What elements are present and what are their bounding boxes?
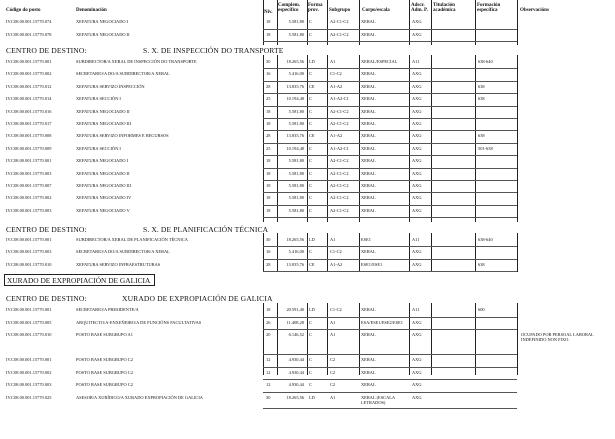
table-row [0, 30, 615, 40]
cell-corp: XERAL [361, 357, 376, 363]
cell-forma: C [309, 319, 312, 325]
cell-form: 638-640 [478, 59, 493, 64]
cell-subg: A2-C1-C2 [330, 19, 349, 24]
cell-forma: C [309, 249, 312, 255]
cell-den: XEFATURA NEGOCIADO V [76, 207, 130, 213]
cell-subg: A2-C1-C2 [330, 207, 349, 213]
cell-subg: C1-C2 [330, 249, 342, 255]
cell-den: XEFATURA NEGOCIADO I [76, 158, 129, 164]
table-row [0, 17, 615, 27]
cell-code: IV.C08.00.001.15770.078 [6, 31, 52, 37]
cell-code: IV.C08.00.001.15770.001 [6, 357, 52, 363]
cell-den: POSTO BASE SUBGRUPO C2 [76, 382, 133, 388]
cell-niv: 18 [266, 108, 271, 114]
cell-den: POSTO BASE SUBGRUPO C2 [76, 357, 133, 363]
cell-corp: XERAL [361, 133, 376, 139]
cell-corp: XERAL [361, 71, 376, 77]
cell-code: IV.C08.00.001.15770.005 [6, 319, 52, 325]
cell-comp: 18.265,56 [286, 237, 304, 242]
table-row [0, 380, 615, 390]
cell-code: IV.C08.00.001.15770.003 [6, 170, 52, 176]
cell-corp: ESE1 [361, 237, 372, 242]
cell-den: XEFATURA NEGOCIADO II [76, 31, 130, 37]
cell-niv: 25 [266, 145, 271, 151]
cell-adscr: AXG [412, 121, 422, 126]
section-label: CENTRO DE DESTINO: [6, 294, 87, 303]
cell-den: XEFATURA NEGOCIADO III [76, 121, 132, 126]
cell-comp: 5.581,80 [288, 183, 304, 188]
cell-comp: 10.194,48 [286, 96, 304, 102]
cell-den: SECRETARIO/A DO/A SUBDIRECTOR/A XERAL [76, 71, 170, 77]
cell-code: IV.C08.00.001.15770.010 [6, 332, 52, 338]
boxed-section-title: XURADO DE EXPROPIACIÓN DE GALICIA [4, 274, 155, 286]
cell-adscr: AXG [412, 249, 422, 255]
section-name: S. X. DE PLANIFICACIÓN TÉCNICA [143, 225, 269, 234]
cell-subg: A2-C1-C2 [330, 31, 349, 37]
table-row [0, 393, 615, 403]
table-row [0, 318, 615, 328]
row-divider [263, 408, 517, 409]
cell-niv: 18 [266, 158, 271, 164]
cell-code: IV.C08.00.001.15770.003 [6, 249, 52, 255]
cell-den: XEFATURA SERVIZO INFORMES E RECURSOS [76, 133, 169, 139]
table-row [0, 94, 615, 104]
cell-comp: 5.581,80 [288, 19, 304, 24]
cell-subg: A1 [330, 395, 336, 400]
cell-forma: C [309, 332, 312, 338]
cell-adscr: AXG [412, 357, 422, 363]
cell-forma: C [309, 71, 312, 77]
cell-den: ASESOR/A XURÍDICO/A XURADO EXPROPIACIÓN DE GALICIA [76, 395, 203, 400]
section-label: CENTRO DE DESTINO: [6, 225, 87, 234]
cell-forma: C [309, 31, 312, 37]
cell-forma: C [309, 121, 312, 126]
row-divider [263, 271, 517, 272]
table-row [0, 368, 615, 378]
cell-adscr: AXG [412, 71, 422, 77]
cell-corp: XERAL [361, 31, 376, 37]
cell-adscr: A11 [412, 59, 420, 64]
cell-comp: 10.194,48 [286, 145, 304, 151]
cell-code: IV.C08.00.001.15770.008 [6, 133, 52, 139]
cell-adscr: AXG [412, 332, 422, 338]
cell-subg: C1-C2 [330, 307, 342, 312]
cell-niv: 18 [266, 31, 271, 37]
cell-comp: 5.581,80 [288, 195, 304, 201]
cell-subg: A2-C1-C2 [330, 170, 349, 176]
header-adscripcion: Adscr. Adm. P. [411, 3, 428, 14]
cell-corp: XERAL [361, 83, 376, 89]
cell-comp: 5.581,80 [288, 207, 304, 213]
cell-niv: 18 [266, 170, 271, 176]
cell-den: ARQUITECTO/A-ENXEÑEIRO/A DE FUNCIÓNS FACULTATIVAS [76, 319, 202, 325]
table-row [0, 193, 615, 203]
header-forma-provision: Forma prov. [308, 3, 323, 14]
cell-corp: XERAL [361, 108, 376, 114]
cell-adscr: A11 [412, 237, 420, 242]
cell-adscr: AXG [412, 31, 422, 37]
cell-den: XEFATURA SERVIZO INSPECCIÓN [76, 83, 145, 89]
table-row [0, 206, 615, 216]
cell-comp: 4.930,44 [288, 382, 304, 388]
cell-forma: C [309, 183, 312, 188]
cell-code: IV.C08.00.001.15770.012 [6, 83, 52, 89]
cell-adscr: AXG [412, 108, 422, 114]
cell-den: SUBDIRECTOR/A XERAL DE INSPECCIÓN DO TRANSPORTE [76, 59, 197, 64]
cell-comp: 5.581,80 [288, 158, 304, 164]
cell-form: 501-638 [478, 145, 493, 151]
section-name: XURADO DE EXPROPIACIÓN DE GALICIA [122, 294, 273, 303]
table-row [0, 247, 615, 257]
cell-code: IV.C08.00.001.15770.025 [6, 395, 52, 400]
header-observacions: Observacións [520, 8, 549, 13]
cell-code: IV.C08.00.001.15770.002 [6, 369, 52, 375]
cell-den: SECRETARIO/A DO/A SUBDIRECTOR/A XERAL [76, 249, 170, 255]
cell-code: IV.C08.00.001.15770.003 [6, 207, 52, 213]
table-row [0, 260, 615, 270]
cell-code: IV.C08.00.001.15770.002 [6, 71, 52, 77]
header-code: Código do posto [6, 8, 41, 13]
cell-form: 638 [478, 261, 485, 267]
cell-code: IV.C08.00.001.15770.001 [6, 59, 52, 64]
cell-niv: 20 [266, 332, 271, 338]
table-row [0, 82, 615, 92]
cell-forma: C [309, 108, 312, 114]
cell-forma: C [309, 195, 312, 201]
cell-forma: C [309, 19, 312, 24]
table-row [0, 305, 615, 315]
cell-corp: XERAL [361, 249, 376, 255]
cell-forma: LD [309, 59, 315, 64]
row-divider [263, 41, 517, 42]
header-complemento: Complem. específico [278, 3, 301, 14]
cell-adscr: AXG [412, 133, 422, 139]
cell-comp: 13.835,76 [286, 133, 304, 139]
cell-den: XEFATURA SECCIÓN I [76, 96, 121, 102]
table-row [0, 330, 615, 343]
header-denominacion: Denominación [76, 8, 107, 13]
cell-adscr: AXG [412, 145, 422, 151]
cell-form: 600 [478, 307, 485, 312]
cell-corp: ESA/ESE1/ESE2/ESE1 [361, 319, 403, 325]
cell-corp: XERAL [361, 207, 376, 213]
cell-corp: XERAL [361, 183, 376, 188]
cell-code: IV.C08.00.001.15770.017 [6, 121, 52, 126]
cell-subg: A1-A2 [330, 83, 343, 89]
cell-subg: A2-C1-C2 [330, 158, 349, 164]
cell-forma: C [309, 170, 312, 176]
cell-adscr: AXG [412, 261, 422, 267]
cell-subg: A1 [330, 332, 336, 338]
cell-den: XEFATURA NEGOCIADO II [76, 108, 130, 114]
cell-adscr: AXG [412, 195, 422, 201]
cell-comp: 20.591,40 [286, 307, 304, 312]
cell-comp: 18.265,56 [286, 395, 304, 400]
cell-forma: C [309, 207, 312, 213]
cell-niv: 18 [266, 195, 271, 201]
cell-forma: LD [309, 307, 315, 312]
cell-comp: 13.835,76 [286, 83, 304, 89]
cell-code: IV.C08.00.001.15770.016 [6, 108, 52, 114]
cell-adscr: AXG [412, 96, 422, 102]
cell-adscr: AXG [412, 395, 422, 400]
cell-forma: C [309, 369, 312, 375]
table-row [0, 107, 615, 117]
cell-adscr: AXG [412, 319, 422, 325]
cell-comp: 5.581,80 [288, 121, 304, 126]
cell-niv: 26 [266, 319, 271, 325]
cell-code: IV.C08.00.001.15770.014 [6, 96, 52, 102]
cell-adscr: A11 [412, 307, 420, 312]
cell-code: IV.C08.00.001.15770.074 [6, 19, 52, 24]
cell-den: POSTO BASE SUBGRUPO A1 [76, 332, 133, 338]
cell-form: 638 [478, 133, 485, 139]
cell-subg: C2 [330, 382, 336, 388]
section-name: S. X. DE INSPECCIÓN DO TRANSPORTE [143, 46, 284, 55]
cell-corp: ESE1/ESE1 [361, 261, 383, 267]
table-row [0, 169, 615, 179]
header-subgrupo: Subgrupo [329, 8, 351, 13]
cell-niv: 25 [266, 96, 271, 102]
header-corpo-escala: Corpo/escala [362, 8, 390, 13]
cell-code: IV.C08.00.001.15770.010 [6, 261, 52, 267]
header-formacion: Formación específica [477, 3, 501, 14]
cell-adscr: AXG [412, 207, 422, 213]
cell-comp: 4.930,44 [288, 369, 304, 375]
cell-subg: A1-A2 [330, 261, 343, 267]
table-row [0, 131, 615, 141]
cell-corp: XERAL [361, 145, 376, 151]
cell-forma: C [309, 145, 312, 151]
cell-code: IV.C08.00.001.15770.001 [6, 237, 52, 242]
cell-den: POSTO BASE SUBGRUPO C2 [76, 369, 133, 375]
cell-niv: 18 [266, 307, 271, 312]
cell-forma: LD [309, 237, 315, 242]
cell-den: XEFATURA SERVIZO INFRAESTRUTURAS [76, 261, 161, 267]
cell-niv: 12 [266, 357, 271, 363]
cell-forma: CE [309, 83, 315, 89]
header-nivel: Niv. [264, 10, 273, 15]
cell-obs: OCUPADO POR PERSOAL LABORAL INDEFINIDO NON FIXO. [521, 332, 594, 343]
cell-subg: C1-C2 [330, 71, 342, 77]
cell-niv: 28 [266, 133, 271, 139]
cell-code: IV.C08.00.001.15770.001 [6, 307, 52, 312]
table-row [0, 355, 615, 365]
cell-corp: XERAL/ESPECIAL [361, 59, 398, 64]
cell-corp: XERAL [361, 332, 376, 338]
cell-comp: 4.930,44 [288, 357, 304, 363]
cell-code: IV.C08.00.001.15770.003 [6, 382, 52, 388]
cell-forma: C [309, 382, 312, 388]
cell-adscr: AXG [412, 183, 422, 188]
cell-corp: XERAL [361, 307, 376, 312]
cell-niv: 16 [266, 71, 271, 77]
cell-comp: 13.835,76 [286, 261, 304, 267]
cell-comp: 11.408,28 [286, 319, 304, 325]
cell-forma: CE [309, 133, 315, 139]
cell-corp: XERAL [361, 121, 376, 126]
cell-comp: 5.581,80 [288, 108, 304, 114]
cell-adscr: AXG [412, 19, 422, 24]
cell-comp: 5.581,80 [288, 31, 304, 37]
cell-niv: 12 [266, 369, 271, 375]
cell-subg: A1-A2-C1 [330, 96, 349, 102]
cell-den: XEFATURA NEGOCIADO III [76, 183, 132, 188]
cell-subg: A1 [330, 237, 336, 242]
cell-comp: 5.416,00 [288, 71, 304, 77]
cell-code: IV.C08.00.001.15770.001 [6, 158, 52, 164]
cell-code: IV.C08.00.001.15770.007 [6, 183, 52, 188]
cell-corp: XERAL [361, 382, 376, 388]
cell-forma: C [309, 158, 312, 164]
cell-corp: XERAL [361, 19, 376, 24]
cell-forma: LD [309, 395, 315, 400]
cell-comp: 5.416,00 [288, 249, 304, 255]
cell-subg: A1 [330, 59, 336, 64]
cell-niv: 30 [266, 59, 271, 64]
table-row [0, 181, 615, 191]
cell-den: XEFATURA SECCIÓN I [76, 145, 121, 151]
cell-den: XEFATURA NEGOCIADO IV [76, 195, 132, 201]
table-row [0, 119, 615, 129]
cell-niv: 28 [266, 261, 271, 267]
cell-niv: 18 [266, 207, 271, 213]
cell-den: XEFATURA NEGOCIADO I [76, 19, 129, 24]
cell-niv: 30 [266, 237, 271, 242]
cell-corp: XERAL (ESCALA LETRADOS) [361, 395, 395, 405]
cell-niv: 16 [266, 249, 271, 255]
cell-subg: A2-C1-C2 [330, 183, 349, 188]
cell-forma: C [309, 96, 312, 102]
cell-subg: A2-C1-C2 [330, 108, 349, 114]
cell-code: IV.C08.00.001.15770.002 [6, 195, 52, 201]
cell-corp: XERAL [361, 369, 376, 375]
cell-niv: 18 [266, 183, 271, 188]
cell-subg: C2 [330, 369, 336, 375]
cell-niv: 30 [266, 395, 271, 400]
cell-form: 638-640 [478, 237, 493, 242]
table-row [0, 156, 615, 166]
cell-corp: XERAL [361, 96, 376, 102]
table-row [0, 144, 615, 154]
cell-code: IV.C08.00.001.15770.009 [6, 145, 52, 151]
cell-adscr: AXG [412, 170, 422, 176]
cell-niv: 18 [266, 121, 271, 126]
cell-form: 638 [478, 96, 485, 102]
cell-comp: 18.265,56 [286, 59, 304, 64]
cell-subg: C2 [330, 357, 336, 363]
table-row [0, 57, 615, 67]
cell-comp: 6.146,52 [288, 332, 304, 338]
cell-subg: A2-C1-C2 [330, 121, 349, 126]
cell-niv: 28 [266, 83, 271, 89]
cell-den: SUBDIRECTOR/A XERAL DE PLANIFICACIÓN TÉCNICA [76, 237, 188, 242]
section-label: CENTRO DE DESTINO: [6, 46, 87, 55]
cell-form: 638 [478, 83, 485, 89]
cell-subg: A1 [330, 319, 336, 325]
cell-adscr: AXG [412, 369, 422, 375]
cell-corp: XERAL [361, 170, 376, 176]
table-row [0, 69, 615, 79]
cell-den: XEFATURA NEGOCIADO II [76, 170, 130, 176]
cell-forma: CE [309, 261, 315, 267]
cell-den: SECRETARIO/A PRESIDENTE/A [76, 307, 139, 312]
cell-corp: XERAL [361, 158, 376, 164]
cell-niv: 12 [266, 382, 271, 388]
cell-adscr: AXG [412, 83, 422, 89]
cell-forma: C [309, 357, 312, 363]
cell-subg: A2-C1-C2 [330, 195, 349, 201]
cell-subg: A1-A2 [330, 133, 343, 139]
cell-adscr: AXG [412, 382, 422, 388]
cell-corp: XERAL [361, 195, 376, 201]
header-titulacion: Titulación académica [433, 3, 456, 14]
table-row [0, 235, 615, 245]
cell-comp: 5.581,80 [288, 170, 304, 176]
cell-niv: 18 [266, 19, 271, 24]
cell-adscr: AXG [412, 158, 422, 164]
cell-subg: A1-A2-C1 [330, 145, 349, 151]
row-divider [263, 217, 517, 218]
